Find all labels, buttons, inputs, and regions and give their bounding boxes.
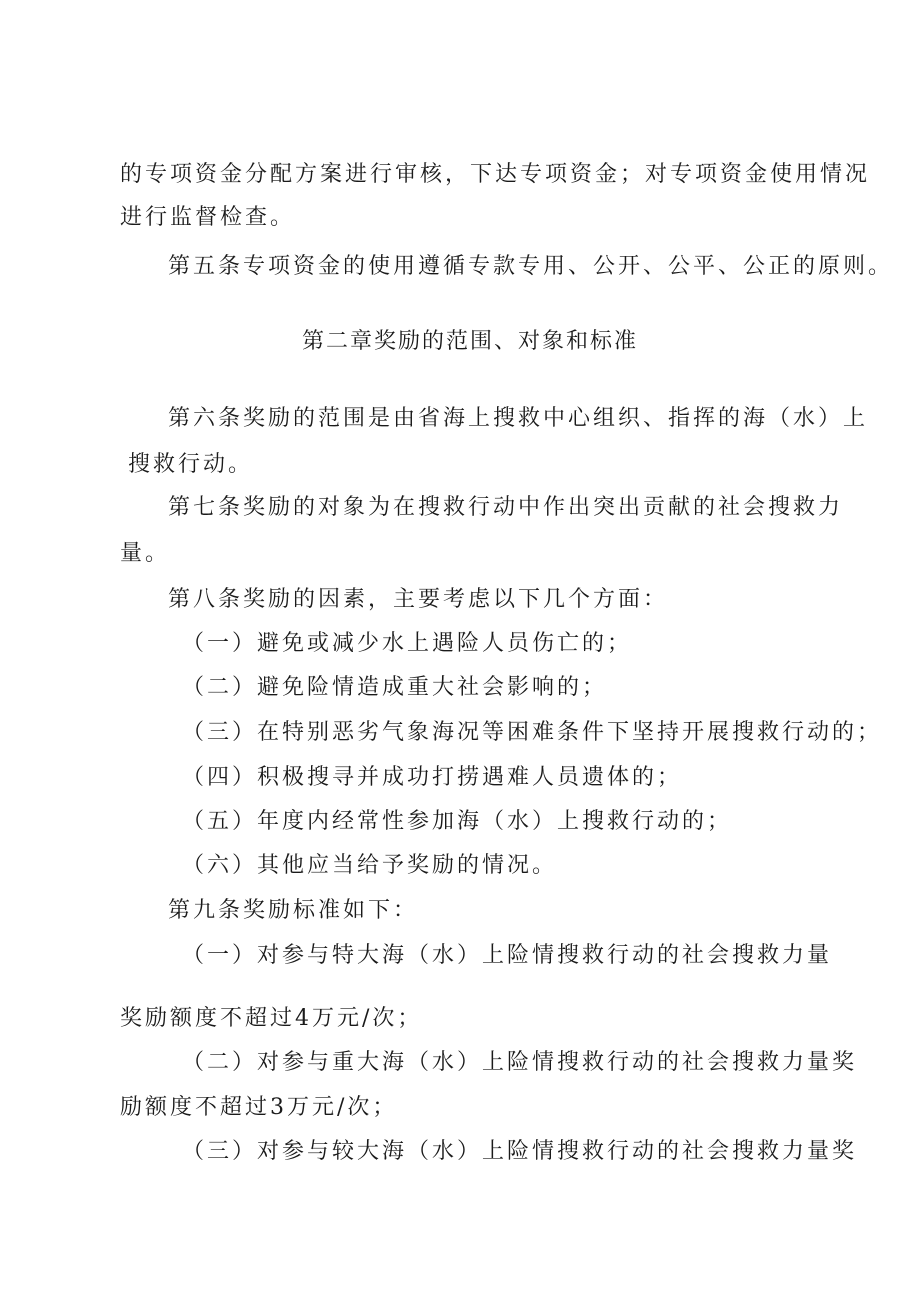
list-item: （二）对参与重大海（水）上险情搜救行动的社会搜救力量奖 — [182, 1050, 858, 1075]
article-7: 第七条奖励的对象为在搜救行动中作出突出贡献的社会搜救力 — [168, 495, 844, 520]
article-5: 第五条专项资金的使用遵循专款专用、公开、公平、公正的原则。 — [168, 254, 894, 279]
chapter-heading: 第二章奖励的范围、对象和标准 — [302, 329, 639, 354]
list-item: （五）年度内经常性参加海（水）上搜救行动的； — [182, 809, 733, 834]
text-line: 的专项资金分配方案进行审核，下达专项资金；对专项资金使用情况 — [120, 162, 871, 187]
list-item: （一）对参与特大海（水）上险情搜救行动的社会搜救力量 — [182, 943, 833, 968]
list-item: （三）在特别恶劣气象海况等困难条件下坚持开展搜救行动的； — [182, 720, 883, 745]
text-line: 量。 — [120, 541, 171, 566]
list-item: （一）避免或减少水上遇险人员伤亡的； — [182, 631, 633, 656]
list-item: （二）避免险情造成重大社会影响的； — [182, 675, 608, 700]
text-line: 奖励额度不超过4万元/次； — [120, 1006, 423, 1031]
text-line: 搜救行动。 — [128, 452, 254, 477]
article-9: 第九条奖励标准如下： — [168, 898, 419, 923]
text-line: 进行监督检查。 — [120, 205, 296, 230]
text-line: 励额度不超过3万元/次； — [120, 1095, 398, 1120]
list-item: （四）积极搜寻并成功打捞遇难人员遗体的； — [182, 765, 683, 790]
list-item: （六）其他应当给予奖励的情况。 — [182, 853, 558, 878]
list-item: （三）对参与较大海（水）上险情搜救行动的社会搜救力量奖 — [182, 1139, 858, 1164]
article-6: 第六条奖励的范围是由省海上搜救中心组织、指挥的海（水）上 — [168, 406, 869, 431]
article-8: 第八条奖励的因素，主要考虑以下几个方面： — [168, 587, 669, 612]
